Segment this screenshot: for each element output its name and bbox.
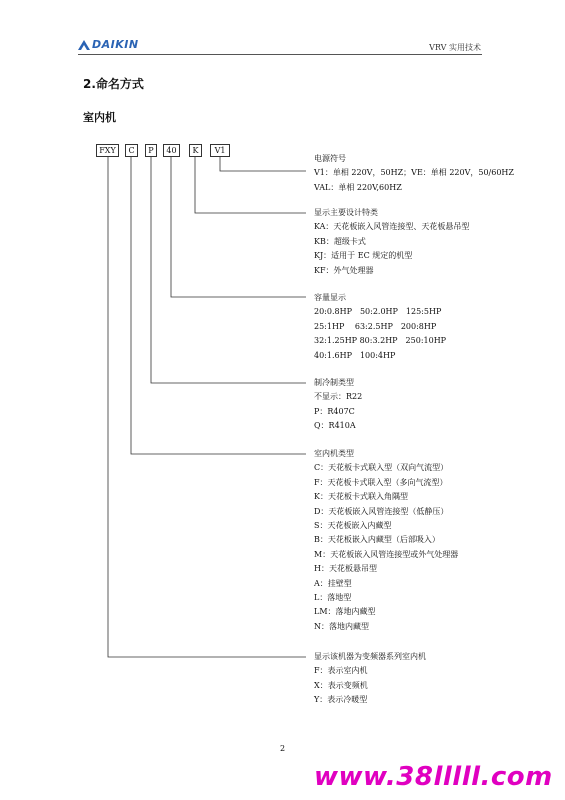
code-box-series: FXY (96, 144, 119, 157)
watermark-url: www.38lllll.com (314, 762, 553, 792)
group-line: KJ：适用于 EC 规定的机型 (314, 251, 413, 261)
group-line: KA：天花板嵌入风管连接型、天花板悬吊型 (314, 222, 470, 232)
group-line: 20:0.8HP 50:2.0HP 125:5HP (314, 307, 442, 317)
group-power-code (314, 152, 514, 195)
group-line: K：天花板卡式联入角隅型 (314, 492, 408, 502)
group-line: F：天花板卡式联入型（多向气流型） (314, 477, 448, 487)
group-line: N：落地内藏型 (314, 621, 369, 631)
group-line: F：表示室内机 (314, 666, 368, 676)
group-line: LM：落地内藏型 (314, 607, 376, 617)
group-line: Q：R410A (314, 421, 356, 431)
section-title: 2.命名方式 (83, 77, 144, 91)
group-line: S：天花板嵌入内藏型 (314, 521, 392, 531)
group-line: KB：超级卡式 (314, 236, 366, 246)
group-design-series (314, 206, 469, 278)
group-line: 25:1HP 63:2.5HP 200:8HP (314, 321, 437, 331)
group-line: KF：外气处理器 (314, 265, 374, 275)
group-line: L：落地型 (314, 593, 352, 603)
group-line: 不显示：R22 (314, 392, 363, 402)
subsection-title: 室内机 (83, 111, 116, 124)
group-line: P：R407C (314, 406, 355, 416)
code-box-capacity: 40 (163, 144, 180, 157)
logo-text: DAIKIN (92, 38, 139, 51)
group-line: V1：单相 220V，50HZ；VE：单相 220V，50/60HZ (314, 168, 514, 178)
group-title: 制冷制类型 (314, 378, 354, 387)
group-line: 40:1.6HP 100:4HP (314, 350, 396, 360)
group-line: X：表示变频机 (314, 680, 368, 690)
group-line: C：天花板卡式联入型（双向气流型） (314, 463, 449, 473)
group-line: Y：表示冷暖型 (314, 695, 368, 705)
group-inverter-series (314, 650, 426, 708)
group-title: 容量显示 (314, 293, 346, 302)
code-box-power: V1 (210, 144, 230, 157)
group-title: 电源符号 (314, 154, 346, 163)
group-title: 显示该机器为变频器系列室内机 (314, 652, 426, 661)
group-line: VAL：单相 220V,60HZ (314, 182, 402, 192)
group-line: H：天花板悬吊型 (314, 564, 377, 574)
header-title: VRV 实用技术 (429, 43, 481, 52)
group-line: B：天花板嵌入内藏型（后部吸入） (314, 535, 440, 545)
page-number: 2 (280, 744, 286, 753)
group-indoor-type (314, 447, 458, 634)
code-box-refrigerant: P (145, 144, 157, 157)
group-title: 显示主要设计特类 (314, 208, 378, 217)
group-title: 室内机类型 (314, 449, 354, 458)
group-capacity (314, 291, 446, 363)
code-box-type: C (125, 144, 138, 157)
group-line: D：天花板嵌入风管连接型（低静压） (314, 506, 449, 516)
group-line: M：天花板嵌入风管连接型或外气处理器 (314, 549, 459, 559)
group-line: 32:1.25HP 80:3.2HP 250:10HP (314, 336, 447, 346)
group-refrigerant (314, 376, 362, 434)
code-box-design: K (189, 144, 202, 157)
group-line: A：挂壁型 (314, 578, 352, 588)
